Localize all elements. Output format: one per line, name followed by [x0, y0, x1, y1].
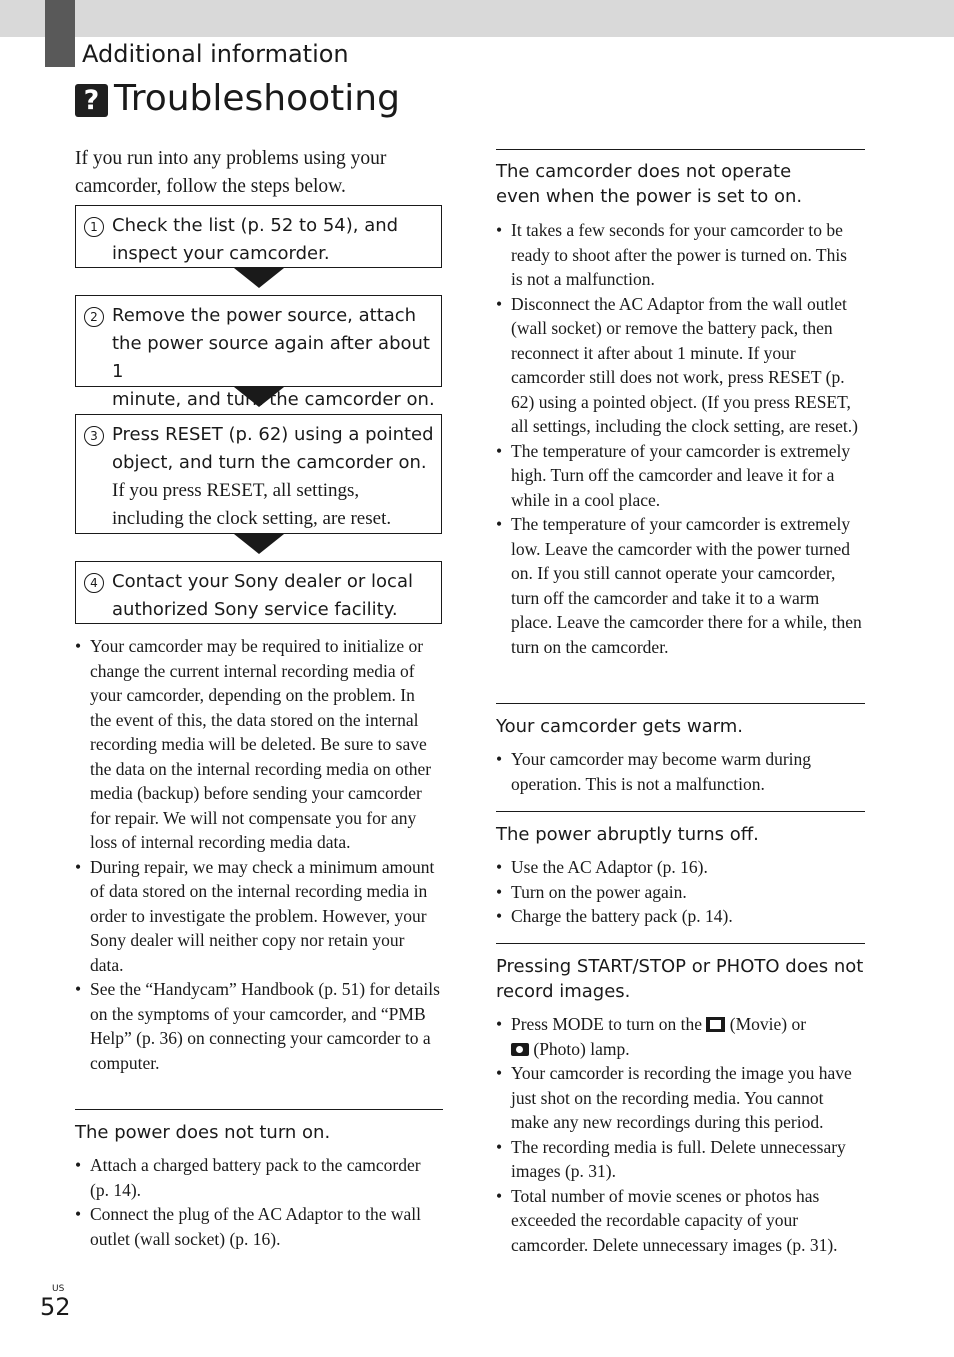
- list-item: [496, 1012, 863, 1061]
- list-item: • The recording media is full. Delete unnecessary images (p. 31).: [496, 1135, 863, 1184]
- region-label: US: [52, 1284, 65, 1294]
- step-number: 1: [84, 217, 104, 237]
- section-divider: [496, 703, 865, 704]
- list-item: • Use the AC Adaptor (p. 16).: [496, 855, 856, 880]
- step-line: Contact your Sony dealer or local: [112, 571, 413, 592]
- turns-off-list: [496, 855, 856, 929]
- down-arrow-icon: [234, 268, 284, 288]
- power-not-on-list: [75, 1153, 430, 1251]
- mode-text: Press MODE to turn on the: [511, 1014, 703, 1034]
- step-box-1: [75, 205, 442, 268]
- step-number: 3: [84, 426, 104, 446]
- section-divider: [496, 943, 865, 944]
- down-arrow-icon: [234, 534, 284, 554]
- list-item: • Your camcorder may become warm during operation. This is not a malfunction.: [496, 747, 856, 796]
- step-line: Press RESET (p. 62) using a pointed: [112, 424, 434, 445]
- step-number: 4: [84, 573, 104, 593]
- list-item: • See the “Handycam” Handbook (p. 51) for details on the symptoms of your camcorder, and “PMB Help” (p. 36) on connecting your camcorder to a computer.: [75, 977, 440, 1075]
- step-subline: If you press RESET, all settings,: [112, 480, 360, 501]
- step-line: authorized Sony service facility.: [112, 599, 398, 620]
- section-title: Additional information: [82, 40, 349, 68]
- step-line: Check the list (p. 52 to 54), and: [112, 215, 399, 236]
- section-divider: [75, 1109, 443, 1110]
- list-item: • Attach a charged battery pack to the camcorder (p. 14).: [75, 1153, 430, 1202]
- movie-icon: [706, 1017, 725, 1032]
- list-item: • It takes a few seconds for your camcorder to be ready to shoot after the power is turned on. This is not a malfunction.: [496, 218, 863, 292]
- mode-text: (Movie) or: [729, 1014, 807, 1034]
- list-item: • Connect the plug of the AC Adaptor to the wall outlet (wall socket) (p. 16).: [75, 1202, 430, 1251]
- section-heading: The power does not turn on.: [75, 1122, 331, 1143]
- step-line: object, and turn the camcorder on.: [112, 452, 427, 473]
- step-line: Remove the power source, attach: [112, 305, 417, 326]
- step-line: the power source again after about 1: [112, 333, 430, 382]
- list-item: • During repair, we may check a minimum amount of data stored on the internal recording media in order to investigate the problem. However, your Sony dealer will neither copy nor retain your data.: [75, 855, 440, 978]
- section-heading: Your camcorder gets warm.: [496, 716, 743, 737]
- section-heading: The camcorder does not operate even when the power is set to on.: [496, 161, 803, 207]
- step-box-2: [75, 295, 442, 410]
- section-tab: [45, 0, 75, 67]
- step-subline: including the clock setting, are reset.: [112, 508, 392, 529]
- list-item: • Your camcorder may be required to initialize or change the current internal recording media of your camcorder, depending on the problem. In the event of this, the data stored on the internal recording media will be deleted. Be sure to save the data on the internal recording media on other media (backup) before sending your camcorder for repair. We will not compensate you for any loss of internal recording media data.: [75, 634, 440, 855]
- step-number: 2: [84, 307, 104, 327]
- list-item: • Turn on the power again.: [496, 880, 856, 905]
- step-line: minute, and turn the camcorder on.: [112, 389, 435, 410]
- section-heading: The power abruptly turns off.: [496, 824, 759, 845]
- camera-icon: [511, 1043, 529, 1056]
- section-divider: [496, 149, 865, 150]
- list-item: • Your camcorder is recording the image you have just shot on the recording media. You cannot make any new recordings during this period.: [496, 1061, 863, 1135]
- step-line: inspect your camcorder.: [112, 243, 330, 264]
- notes-list: [75, 634, 440, 1075]
- header-bar: [0, 0, 954, 37]
- step-box-4: [75, 561, 442, 624]
- not-operate-list: [496, 218, 863, 659]
- step-box-3: [75, 414, 442, 534]
- down-arrow-icon: [234, 387, 284, 407]
- list-item: • The temperature of your camcorder is extremely low. Leave the camcorder with the power turned on. If you still cannot operate your camcorder, turn off the camcorder and take it to a warm place. Leave the camcorder there for a while, then turn on the camcorder.: [496, 512, 863, 659]
- intro-text: If you run into any problems using your camcorder, follow the steps below.: [75, 148, 387, 197]
- page-title: Troubleshooting: [114, 78, 400, 119]
- start-stop-list: [496, 1012, 863, 1257]
- list-item: • Disconnect the AC Adaptor from the wall outlet (wall socket) or remove the battery pack, then reconnect it after about 1 minute. If your camcorder still does not work, press RESET (p. 62) using a pointed object. (If you press RESET, all settings, including the clock setting, are reset.): [496, 292, 863, 439]
- page-number: 52: [40, 1293, 71, 1321]
- question-icon: ?: [75, 84, 108, 117]
- section-divider: [496, 811, 865, 812]
- list-item: • Total number of movie scenes or photos has exceeded the recordable capacity of your camcorder. Delete unnecessary images (p. 31).: [496, 1184, 863, 1258]
- mode-text: (Photo) lamp.: [533, 1038, 630, 1059]
- warm-list: [496, 747, 856, 796]
- list-item: • Charge the battery pack (p. 14).: [496, 904, 856, 929]
- list-item: • The temperature of your camcorder is extremely high. Turn off the camcorder and leave it for a while in a cool place.: [496, 439, 863, 513]
- section-heading: Pressing START/STOP or PHOTO does not record images.: [496, 956, 864, 1002]
